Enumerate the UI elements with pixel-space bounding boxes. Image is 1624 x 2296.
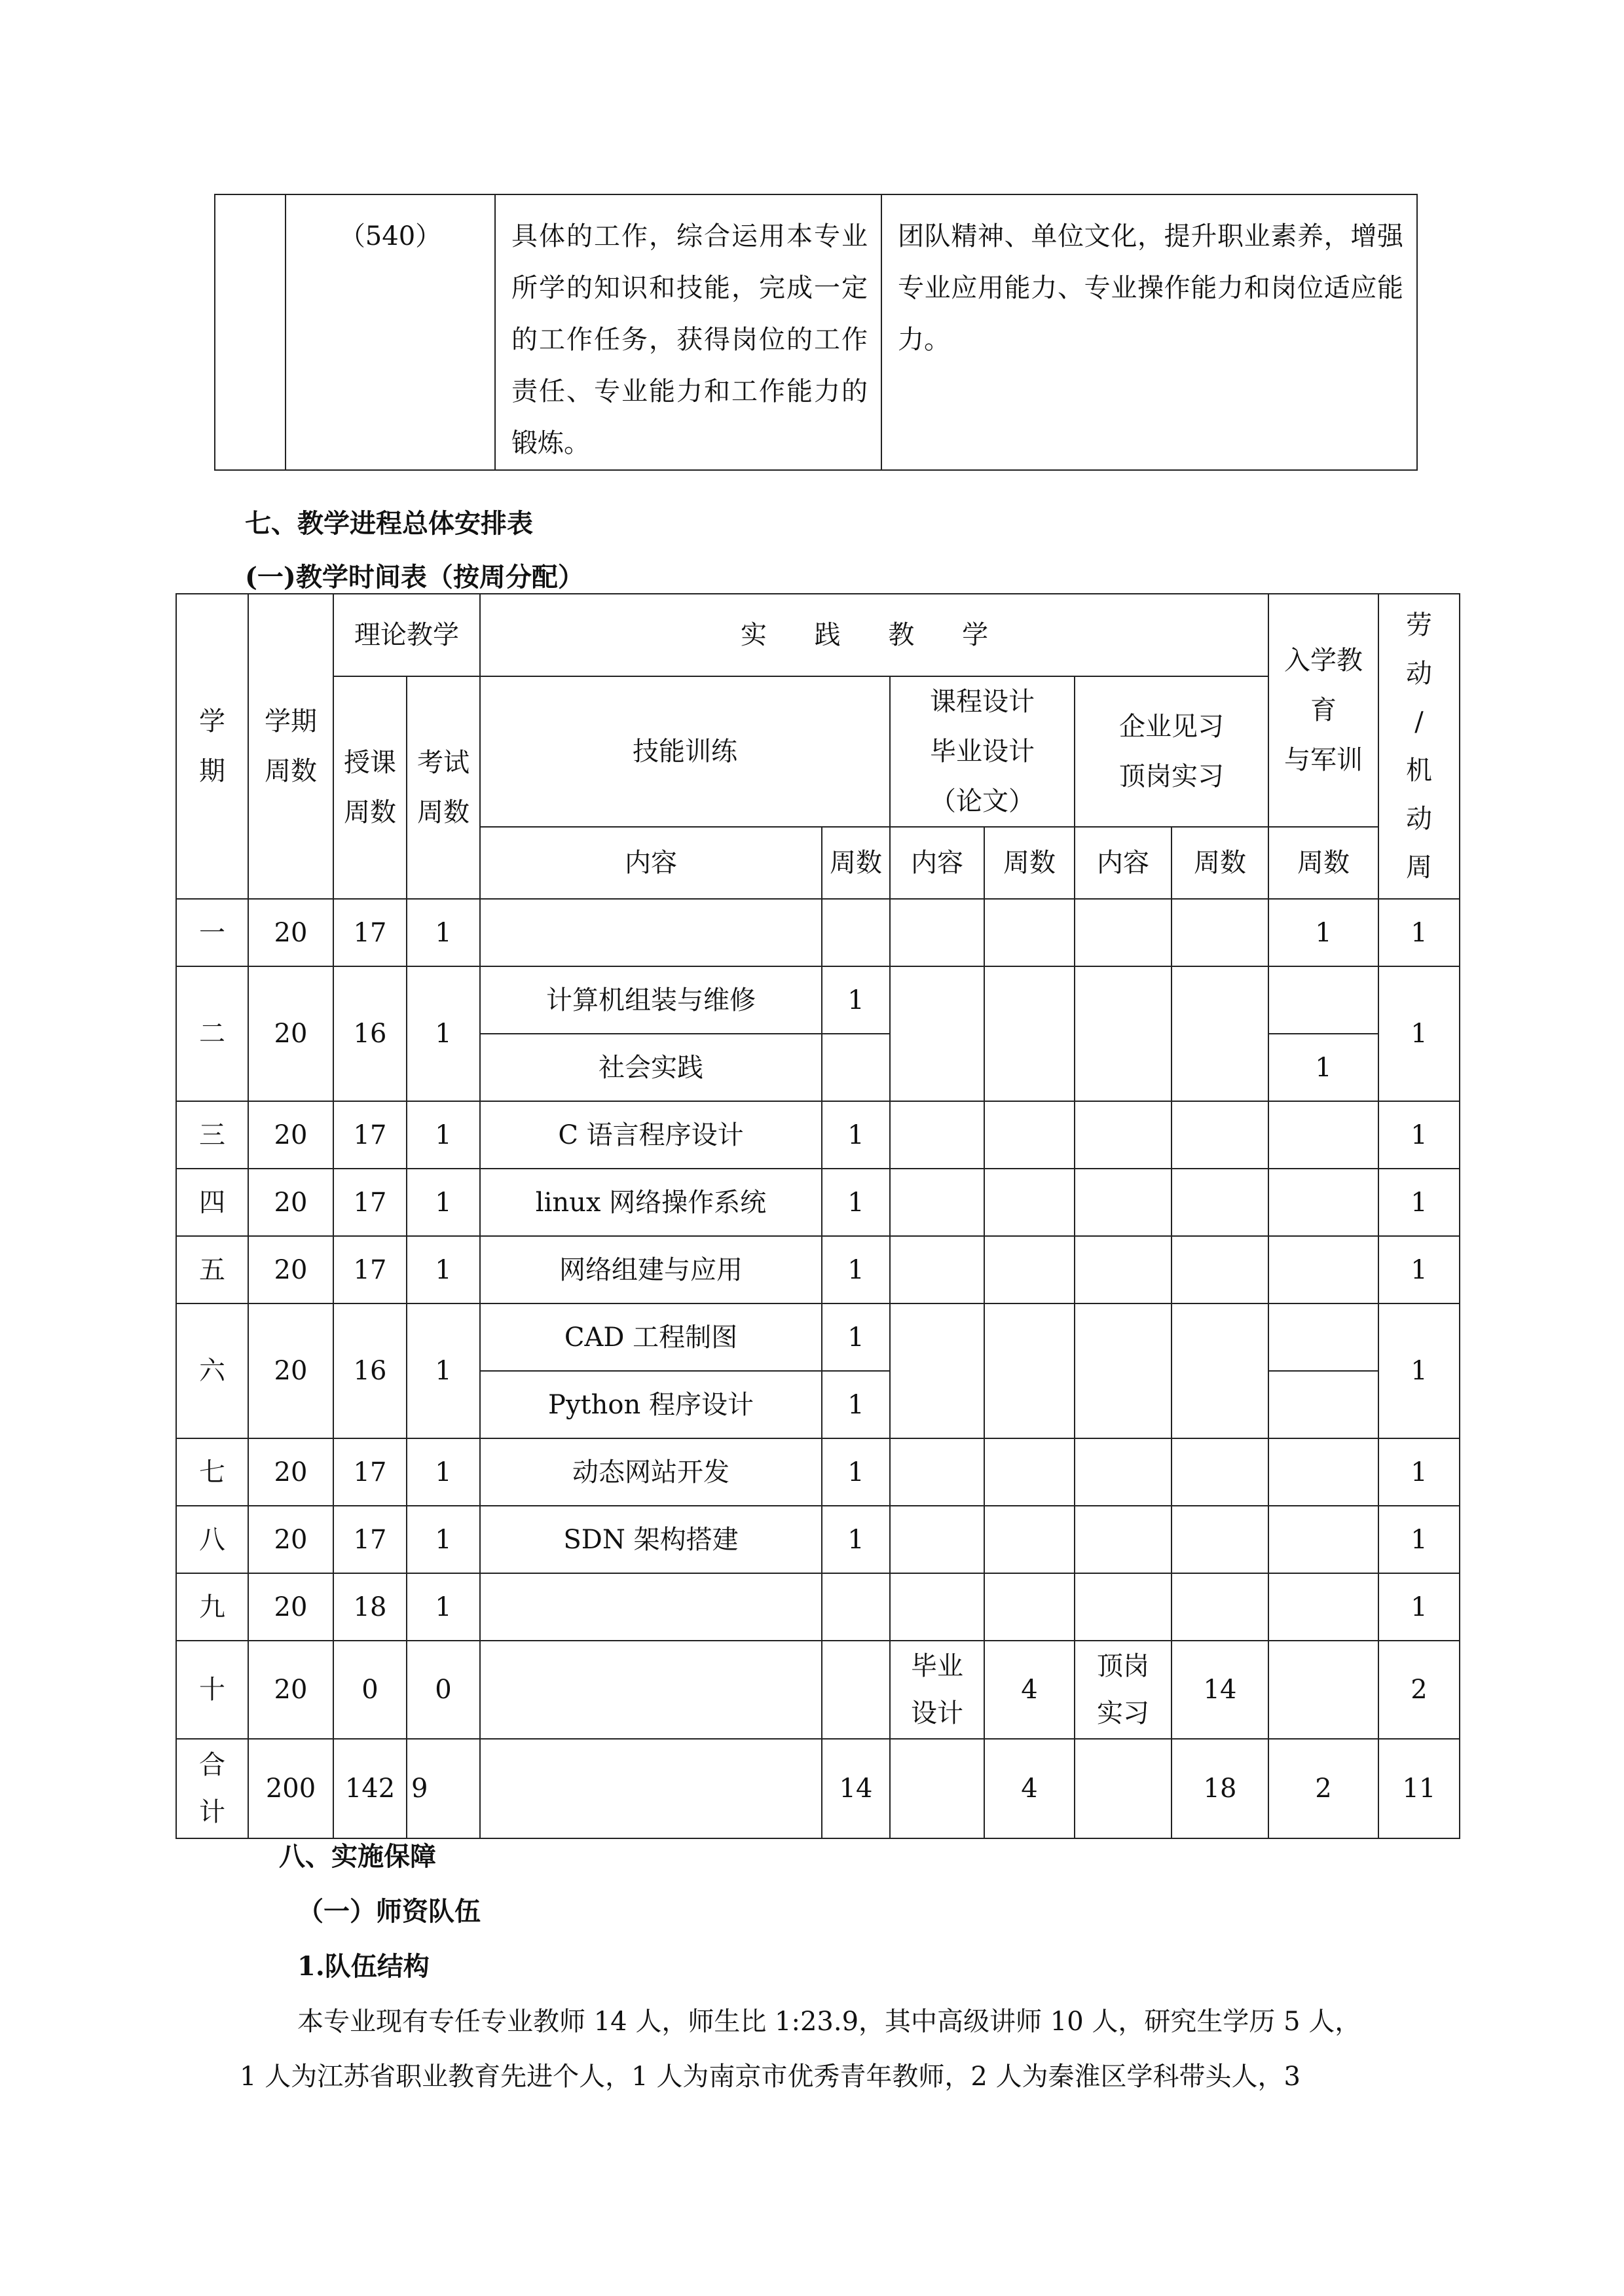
header-semester: 学 期 — [176, 594, 248, 899]
cell-total-intern-content — [1075, 1739, 1172, 1838]
header-intern: 企业见习 顶岗实习 — [1075, 676, 1268, 827]
top-table-cell-empty — [215, 194, 286, 470]
cell-design-content — [890, 1506, 984, 1573]
cell-design-weeks — [984, 1169, 1075, 1236]
cell-teach-weeks: 17 — [333, 1101, 407, 1169]
table-row — [176, 1573, 1460, 1641]
cell-teach-weeks: 16 — [333, 966, 407, 1101]
header-skills-content: 内容 — [480, 827, 822, 899]
header-skills-count: 周数 — [822, 827, 890, 899]
cell-weeks: 20 — [248, 1236, 333, 1303]
header-intern-count: 周数 — [1172, 827, 1268, 899]
cell-design-content — [890, 1438, 984, 1506]
cell-intern-weeks — [1172, 1236, 1268, 1303]
cell-labor-weeks: 2 — [1378, 1641, 1460, 1739]
table-row — [176, 1438, 1460, 1506]
cell-skill-weeks — [822, 899, 890, 966]
cell-semester: 六 — [176, 1303, 248, 1438]
cell-total-exam: 9 — [407, 1739, 480, 1838]
cell-intern-weeks — [1172, 1573, 1268, 1641]
table-row — [176, 1303, 1460, 1371]
cell-labor-weeks: 1 — [1378, 1101, 1460, 1169]
cell-weeks: 20 — [248, 1506, 333, 1573]
cell-teach-weeks: 17 — [333, 1236, 407, 1303]
cell-total-skill-weeks: 14 — [822, 1739, 890, 1838]
cell-semester: 九 — [176, 1573, 248, 1641]
table-row-total — [176, 1739, 1460, 1838]
schedule-table — [175, 593, 1460, 1839]
cell-skill-weeks — [822, 1641, 890, 1739]
cell-military-weeks — [1268, 1236, 1378, 1303]
cell-weeks: 20 — [248, 1303, 333, 1438]
header-design-content: 内容 — [890, 827, 984, 899]
cell-intern-content: 顶岗实习 — [1075, 1641, 1172, 1739]
cell-exam-weeks: 1 — [407, 1101, 480, 1169]
cell-labor-weeks: 1 — [1378, 966, 1460, 1101]
cell-skill-name: 网络组建与应用 — [480, 1236, 822, 1303]
table-row — [176, 1101, 1460, 1169]
cell-exam-weeks: 1 — [407, 899, 480, 966]
cell-skill-name: 社会实践 — [480, 1034, 822, 1101]
cell-skill-weeks: 1 — [822, 1101, 890, 1169]
table-row — [176, 966, 1460, 1034]
table-row — [176, 899, 1460, 966]
cell-design-content — [890, 899, 984, 966]
cell-design-weeks — [984, 1573, 1075, 1641]
cell-exam-weeks: 1 — [407, 1303, 480, 1438]
cell-teach-weeks: 17 — [333, 1169, 407, 1236]
cell-military-weeks — [1268, 1371, 1378, 1438]
cell-military-weeks — [1268, 1169, 1378, 1236]
top-table-code: （540） — [286, 194, 495, 470]
cell-intern-content — [1075, 899, 1172, 966]
cell-intern-content — [1075, 1303, 1172, 1438]
header-practice: 实 践 教 学 — [480, 594, 1268, 676]
cell-weeks: 20 — [248, 1169, 333, 1236]
cell-semester: 七 — [176, 1438, 248, 1506]
cell-military-weeks: 1 — [1268, 899, 1378, 966]
cell-skill-name: 动态网站开发 — [480, 1438, 822, 1506]
cell-total-design-content — [890, 1739, 984, 1838]
header-design-count: 周数 — [984, 827, 1075, 899]
cell-skill-name — [480, 1641, 822, 1739]
cell-semester: 四 — [176, 1169, 248, 1236]
cell-teach-weeks: 18 — [333, 1573, 407, 1641]
top-table — [214, 194, 1418, 471]
cell-skill-name — [480, 1573, 822, 1641]
cell-intern-content — [1075, 1506, 1172, 1573]
table-row — [176, 1641, 1460, 1739]
cell-teach-weeks: 17 — [333, 1438, 407, 1506]
cell-design-weeks — [984, 1506, 1075, 1573]
cell-total-design-weeks: 4 — [984, 1739, 1075, 1838]
section8-paragraph-line1: 本专业现有专任专业教师 14 人，师生比 1:23.9，其中高级讲师 10 人，研究生学历 5 人， — [297, 2007, 1361, 2037]
cell-labor-weeks: 1 — [1378, 1303, 1460, 1438]
cell-labor-weeks: 1 — [1378, 1169, 1460, 1236]
cell-design-content — [890, 1101, 984, 1169]
header-skills: 技能训练 — [480, 676, 890, 827]
cell-skill-weeks — [822, 1573, 890, 1641]
cell-military-weeks — [1268, 966, 1378, 1034]
cell-design-weeks — [984, 1236, 1075, 1303]
header-military-count: 周数 — [1268, 827, 1378, 899]
cell-intern-content — [1075, 1438, 1172, 1506]
cell-teach-weeks: 17 — [333, 1506, 407, 1573]
cell-semester: 十 — [176, 1641, 248, 1739]
cell-skill-name: SDN 架构搭建 — [480, 1506, 822, 1573]
header-weeks: 学期 周数 — [248, 594, 333, 899]
cell-teach-weeks: 0 — [333, 1641, 407, 1739]
cell-design-weeks — [984, 899, 1075, 966]
cell-labor-weeks: 1 — [1378, 1506, 1460, 1573]
top-table-goal: 团队精神、单位文化，提升职业素养，增强专业应用能力、专业操作能力和岗位适应能力。 — [881, 194, 1417, 470]
cell-skill-name — [480, 899, 822, 966]
cell-weeks: 20 — [248, 1438, 333, 1506]
cell-exam-weeks: 1 — [407, 966, 480, 1101]
header-intern-content: 内容 — [1075, 827, 1172, 899]
cell-semester: 八 — [176, 1506, 248, 1573]
cell-total-labor: 11 — [1378, 1739, 1460, 1838]
cell-total-skill-name — [480, 1739, 822, 1838]
cell-weeks: 20 — [248, 1101, 333, 1169]
cell-total-teach: 142 — [333, 1739, 407, 1838]
section8-title: 八、实施保障 — [279, 1841, 436, 1872]
cell-weeks: 20 — [248, 966, 333, 1101]
table-row — [176, 1506, 1460, 1573]
cell-exam-weeks: 0 — [407, 1641, 480, 1739]
cell-military-weeks — [1268, 1506, 1378, 1573]
cell-design-content — [890, 1169, 984, 1236]
cell-skill-weeks: 1 — [822, 1236, 890, 1303]
cell-labor-weeks: 1 — [1378, 1236, 1460, 1303]
cell-skill-weeks — [822, 1034, 890, 1101]
cell-intern-weeks — [1172, 1506, 1268, 1573]
cell-exam-weeks: 1 — [407, 1438, 480, 1506]
cell-total-label: 合计 — [176, 1739, 248, 1838]
cell-intern-weeks — [1172, 966, 1268, 1101]
cell-exam-weeks: 1 — [407, 1169, 480, 1236]
cell-exam-weeks: 1 — [407, 1506, 480, 1573]
cell-intern-content — [1075, 1236, 1172, 1303]
cell-design-content: 毕业设计 — [890, 1641, 984, 1739]
cell-intern-content — [1075, 966, 1172, 1101]
cell-skill-weeks: 1 — [822, 1506, 890, 1573]
header-teach-weeks: 授课 周数 — [333, 676, 407, 899]
cell-military-weeks — [1268, 1438, 1378, 1506]
cell-intern-weeks — [1172, 1438, 1268, 1506]
cell-total-intern-weeks: 18 — [1172, 1739, 1268, 1838]
header-theory: 理论教学 — [333, 594, 480, 676]
cell-teach-weeks: 17 — [333, 899, 407, 966]
cell-exam-weeks: 1 — [407, 1573, 480, 1641]
cell-military-weeks — [1268, 1303, 1378, 1371]
cell-exam-weeks: 1 — [407, 1236, 480, 1303]
table-row — [176, 1169, 1460, 1236]
cell-labor-weeks: 1 — [1378, 1573, 1460, 1641]
cell-skill-name: linux 网络操作系统 — [480, 1169, 822, 1236]
cell-weeks: 20 — [248, 1573, 333, 1641]
cell-skill-name: C 语言程序设计 — [480, 1101, 822, 1169]
section8-sub2: 1.队伍结构 — [297, 1951, 430, 1982]
cell-military-weeks: 1 — [1268, 1034, 1378, 1101]
cell-intern-content — [1075, 1573, 1172, 1641]
cell-intern-weeks — [1172, 899, 1268, 966]
cell-design-content — [890, 1303, 984, 1438]
cell-skill-name: CAD 工程制图 — [480, 1303, 822, 1371]
cell-design-weeks — [984, 1101, 1075, 1169]
cell-military-weeks — [1268, 1101, 1378, 1169]
cell-military-weeks — [1268, 1573, 1378, 1641]
header-exam-weeks: 考试 周数 — [407, 676, 480, 899]
header-design: 课程设计 毕业设计 （论文） — [890, 676, 1075, 827]
section8-paragraph-line2: 1 人为江苏省职业教育先进个人，1 人为南京市优秀青年教师，2 人为秦淮区学科带头人，3 — [240, 2062, 1301, 2092]
cell-skill-weeks: 1 — [822, 1303, 890, 1371]
cell-intern-content — [1075, 1101, 1172, 1169]
cell-total-military: 2 — [1268, 1739, 1378, 1838]
cell-intern-weeks — [1172, 1303, 1268, 1438]
cell-design-weeks — [984, 1438, 1075, 1506]
cell-skill-weeks: 1 — [822, 966, 890, 1034]
cell-intern-weeks: 14 — [1172, 1641, 1268, 1739]
cell-intern-weeks — [1172, 1101, 1268, 1169]
cell-semester: 一 — [176, 899, 248, 966]
cell-labor-weeks: 1 — [1378, 1438, 1460, 1506]
cell-design-content — [890, 1236, 984, 1303]
cell-design-weeks — [984, 966, 1075, 1101]
cell-total-weeks: 200 — [248, 1739, 333, 1838]
header-military: 入学教 育 与军训 — [1268, 594, 1378, 827]
cell-labor-weeks: 1 — [1378, 899, 1460, 966]
cell-teach-weeks: 16 — [333, 1303, 407, 1438]
cell-design-weeks: 4 — [984, 1641, 1075, 1739]
cell-intern-content — [1075, 1169, 1172, 1236]
header-labor: 劳 动 / 机 动 周 — [1378, 594, 1460, 899]
top-table-content: 具体的工作，综合运用本专业所学的知识和技能，完成一定的工作任务，获得岗位的工作责任、专业能力和工作能力的锻炼。 — [495, 194, 881, 470]
cell-skill-name: Python 程序设计 — [480, 1371, 822, 1438]
cell-skill-weeks: 1 — [822, 1438, 890, 1506]
cell-skill-name: 计算机组装与维修 — [480, 966, 822, 1034]
cell-weeks: 20 — [248, 1641, 333, 1739]
cell-skill-weeks: 1 — [822, 1169, 890, 1236]
section7-title: 七、教学进程总体安排表 — [245, 508, 533, 539]
cell-design-content — [890, 966, 984, 1101]
cell-military-weeks — [1268, 1641, 1378, 1739]
cell-skill-weeks: 1 — [822, 1371, 890, 1438]
section8-sub1: （一）师资队伍 — [297, 1896, 481, 1927]
section7-subtitle: (一)教学时间表（按周分配） — [245, 562, 584, 592]
cell-semester: 二 — [176, 966, 248, 1101]
cell-weeks: 20 — [248, 899, 333, 966]
cell-design-weeks — [984, 1303, 1075, 1438]
cell-design-content — [890, 1573, 984, 1641]
cell-semester: 三 — [176, 1101, 248, 1169]
cell-intern-weeks — [1172, 1169, 1268, 1236]
table-row — [176, 1236, 1460, 1303]
cell-semester: 五 — [176, 1236, 248, 1303]
